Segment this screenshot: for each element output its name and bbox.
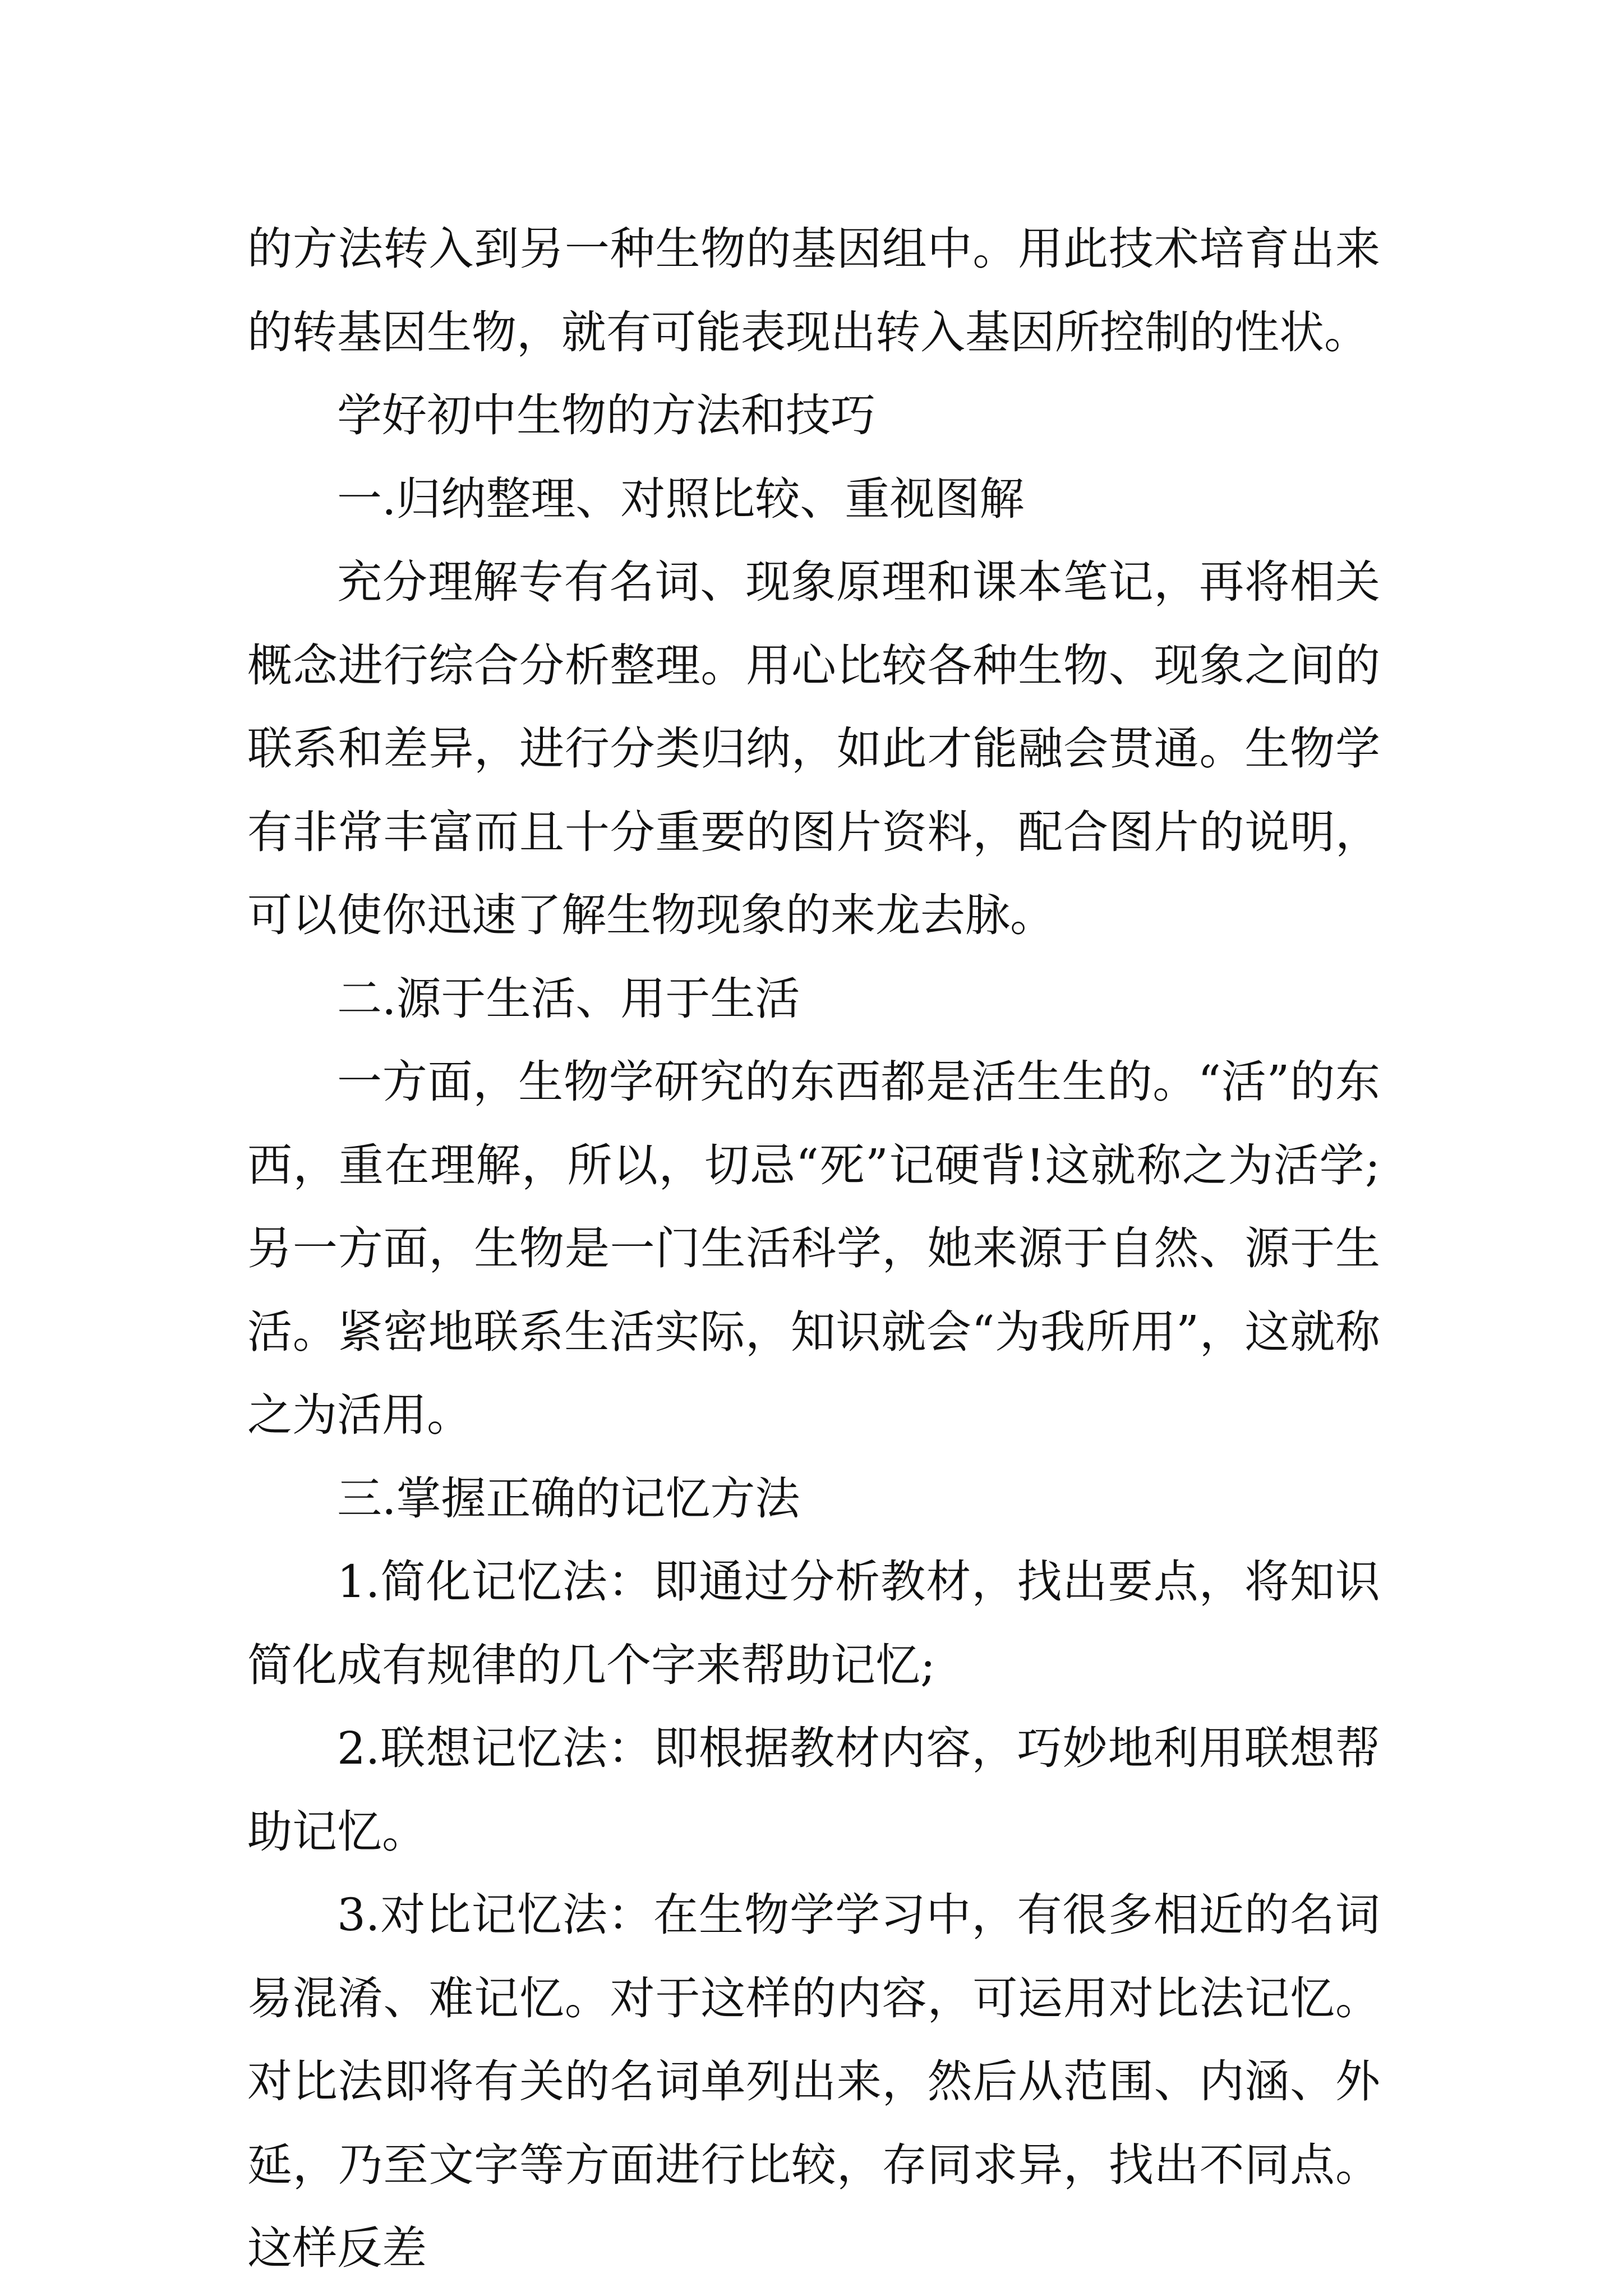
memory-method-2: 2.联想记忆法：即根据教材内容，巧妙地利用联想帮助记忆。: [247, 1722, 1380, 1858]
section-2-paragraph: 一方面，生物学研究的东西都是活生生的。“活”的东西，重在理解，所以，切忌“死”记硬背!这就称之为活学;另一方面，生物是一门生活科学，她来源于自然、源于生活。紧密地联系生活实际，知识就会“为我所用”，这就称之为活用。: [247, 1056, 1380, 1441]
continuation-paragraph: 的方法转入到另一种生物的基因组中。用此技术培育出来的转基因生物，就有可能表现出转入基因所控制的性状。: [247, 223, 1380, 358]
article-title: 学好初中生物的方法和技巧: [337, 389, 875, 441]
memory-method-3: 3.对比记忆法：在生物学学习中，有很多相近的名词易混淆、难记忆。对于这样的内容，可运用对比法记忆。对比法即将有关的名词单列出来，然后从范围、内涵、外延，乃至文字等方面进行比较，存同求异，找出不同点。这样反差: [247, 1889, 1380, 2274]
memory-method-1: 1.简化记忆法：即通过分析教材，找出要点，将知识简化成有规律的几个字来帮助记忆;: [247, 1556, 1380, 1691]
section-heading-2: 二.源于生活、用于生活: [337, 972, 800, 1025]
section-1-paragraph: 充分理解专有名词、现象原理和课本笔记，再将相关概念进行综合分析整理。用心比较各种生物、现象之间的联系和差异，进行分类归纳，如此才能融会贯通。生物学有非常丰富而且十分重要的图片资料，配合图片的说明，可以使你迅速了解生物现象的来龙去脉。: [247, 556, 1380, 941]
section-heading-3: 三.掌握正确的记忆方法: [337, 1472, 800, 1525]
document-body: [247, 208, 1380, 2290]
section-heading-1: 一.归纳整理、对照比较、重视图解: [337, 472, 1025, 525]
